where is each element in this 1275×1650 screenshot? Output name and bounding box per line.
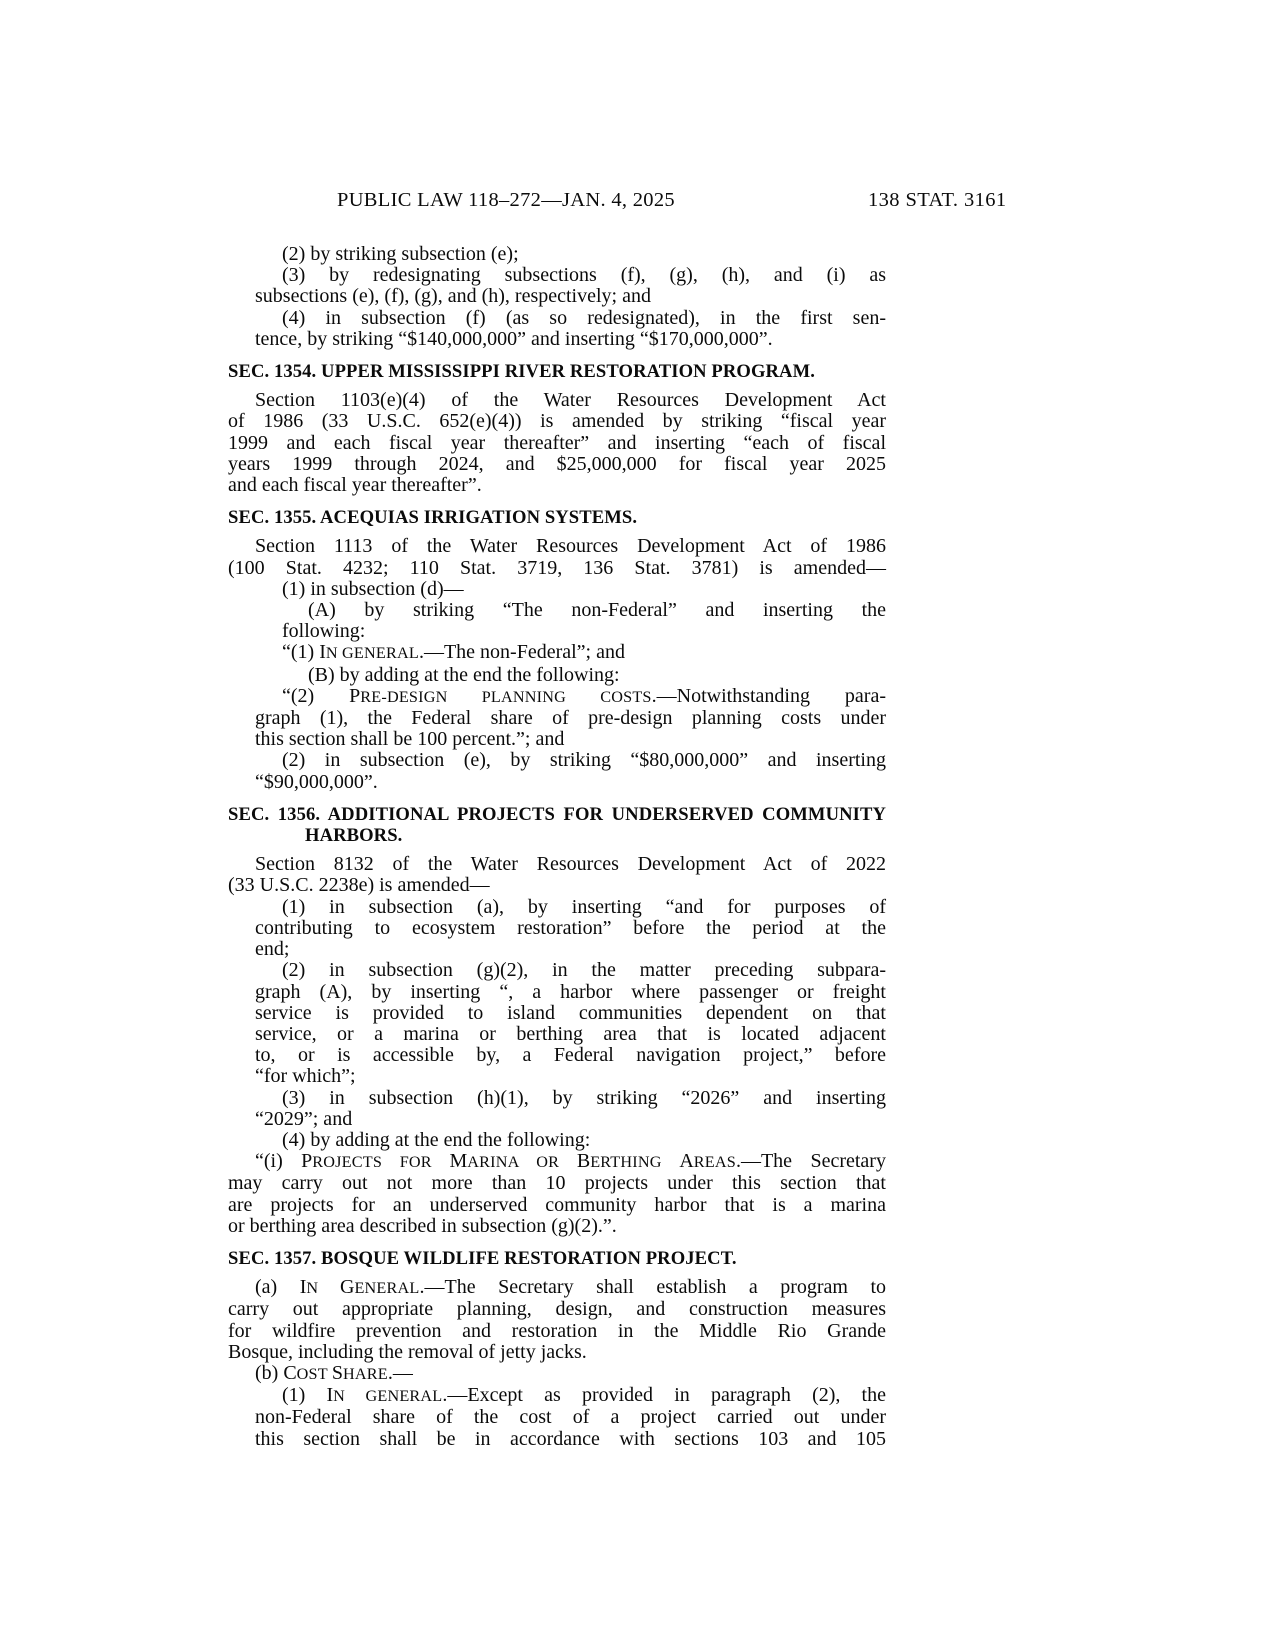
section-body-1357	[228, 1277, 886, 1450]
text-line: SEC. 1355. ACEQUIAS IRRIGATION SYSTEMS.	[228, 507, 638, 529]
text-line: graph (1), the Federal share of pre-design planning costs under	[255, 707, 886, 730]
text-line: (3) in subsection (h)(1), by striking “2026” and inserting	[282, 1086, 886, 1109]
text-line: (2) by striking subsection (e);	[282, 243, 519, 265]
text-line: “(i) PROJECTS FOR MARINA OR BERTHING AREAS.—The Secretary	[255, 1150, 886, 1173]
text-line: tence, by striking “$140,000,000” and inserting “$170,000,000”.	[255, 327, 773, 350]
text-line: Section 1113 of the Water Resources Development Act of 1986	[255, 535, 886, 558]
section-heading-1356	[228, 804, 886, 846]
text-line: to, or is accessible by, a Federal navigation project,” before	[255, 1044, 886, 1067]
section-body-1356	[228, 854, 886, 1237]
text-line: “(1) IN GENERAL.—The non-Federal”; and	[282, 641, 625, 664]
text-line: (B) by adding at the end the following:	[308, 663, 620, 686]
text-line: years 1999 through 2024, and $25,000,000 for fiscal year 2025	[228, 452, 886, 475]
text-line: service is provided to island communities dependent on that	[255, 1001, 886, 1024]
text-line: and each fiscal year thereafter”.	[228, 474, 482, 497]
text-line: this section shall be in accordance with sections 103 and 105	[255, 1427, 886, 1450]
text-line: (4) by adding at the end the following:	[282, 1128, 591, 1151]
text-line: of 1986 (33 U.S.C. 652(e)(4)) is amended by striking “fiscal year	[228, 410, 886, 433]
text-line: HARBORS.	[305, 825, 403, 847]
text-line: Section 8132 of the Water Resources Development Act of 2022	[255, 853, 886, 876]
text-line: (2) in subsection (e), by striking “$80,000,000” and inserting	[282, 749, 886, 772]
text-line: (A) by striking “The non-Federal” and inserting the	[308, 599, 886, 622]
small-caps-text: RE-DESIGN PLANNING COSTS	[360, 687, 652, 706]
text-line: SEC. 1357. BOSQUE WILDLIFE RESTORATION PROJECT.	[228, 1247, 737, 1269]
section-body-1354	[228, 390, 886, 496]
small-caps-text: ROJECTS FOR	[312, 1153, 450, 1172]
text-line: may carry out not more than 10 projects under this section that	[228, 1172, 886, 1195]
section-body-1355	[228, 536, 886, 792]
small-caps-text: OST	[296, 1364, 332, 1383]
small-caps-text: N GENERAL	[333, 1387, 443, 1406]
text-line: (3) by redesignating subsections (f), (g), (h), and (i) as	[282, 264, 886, 287]
text-line: carry out appropriate planning, design, and construction measures	[228, 1298, 886, 1321]
running-head-law-caption: PUBLIC LAW 118–272—JAN. 4, 2025	[337, 189, 675, 211]
text-line: “$90,000,000”.	[255, 770, 378, 793]
small-caps-text: ARINA OR	[467, 1153, 577, 1172]
small-caps-text: ERTHING	[590, 1153, 680, 1172]
small-caps-text: HARE	[342, 1364, 388, 1383]
text-line: (1) in subsection (a), by inserting “and for purposes of	[282, 895, 886, 918]
small-caps-text: ENERAL	[354, 1279, 420, 1298]
text-line: non-Federal share of the cost of a project carried out under	[255, 1406, 886, 1429]
section-heading-1354	[228, 361, 886, 382]
text-line: (2) in subsection (g)(2), in the matter preceding subpara-	[282, 959, 886, 982]
text-line: (100 Stat. 4232; 110 Stat. 3719, 136 Stat. 3781) is amended—	[228, 556, 886, 579]
text-line: (1) IN GENERAL.—Except as provided in paragraph (2), the	[282, 1384, 886, 1407]
text-line: contributing to ecosystem restoration” before the period at the	[255, 916, 886, 939]
text-line: “(2) PRE-DESIGN PLANNING COSTS.—Notwithstanding para-	[282, 684, 887, 707]
text-line: (a) IN GENERAL.—The Secretary shall establish a program to	[255, 1276, 887, 1299]
text-line: are projects for an underserved community harbor that is a marina	[228, 1193, 886, 1216]
text-line: “for which”;	[255, 1065, 356, 1088]
text-line: “2029”; and	[255, 1107, 353, 1130]
text-line: (b) COST SHARE.—	[255, 1361, 413, 1384]
text-line: subsections (e), (f), (g), and (h), respectively; and	[255, 285, 651, 308]
text-line: this section shall be 100 percent.”; and	[255, 728, 565, 751]
section-heading-1357	[228, 1248, 886, 1269]
text-line: Section 1103(e)(4) of the Water Resources Development Act	[255, 389, 886, 412]
text-line: (4) in subsection (f) (as so redesignated), in the first sen-	[282, 306, 886, 329]
text-line: for wildfire prevention and restoration in the Middle Rio Grande	[228, 1319, 886, 1342]
stat-page-number: 138 STAT. 3161	[868, 189, 1007, 211]
small-caps-text: N GENERAL	[325, 644, 419, 663]
small-caps-text: REAS	[693, 1153, 736, 1172]
text-line: or berthing area described in subsection (g)(2).”.	[228, 1214, 617, 1237]
section-heading-1355	[228, 507, 886, 528]
text-line: SEC. 1356. ADDITIONAL PROJECTS FOR UNDERSERVED COMMUNITY	[228, 803, 886, 825]
text-line: 1999 and each fiscal year thereafter” and inserting “each of fiscal	[228, 431, 886, 454]
text-line: service, or a marina or berthing area that is located adjacent	[255, 1022, 886, 1045]
amendment-list-continued	[228, 244, 886, 350]
text-line: SEC. 1354. UPPER MISSISSIPPI RIVER RESTORATION PROGRAM.	[228, 361, 815, 383]
text-line: following:	[282, 620, 366, 643]
text-line: graph (A), by inserting “, a harbor where passenger or freight	[255, 980, 886, 1003]
document-body	[228, 244, 886, 1450]
text-line: end;	[255, 938, 290, 961]
text-line: Bosque, including the removal of jetty jacks.	[228, 1340, 587, 1363]
text-line: (33 U.S.C. 2238e) is amended—	[228, 874, 490, 897]
small-caps-text: N	[306, 1279, 340, 1298]
text-line: (1) in subsection (d)—	[282, 577, 464, 600]
